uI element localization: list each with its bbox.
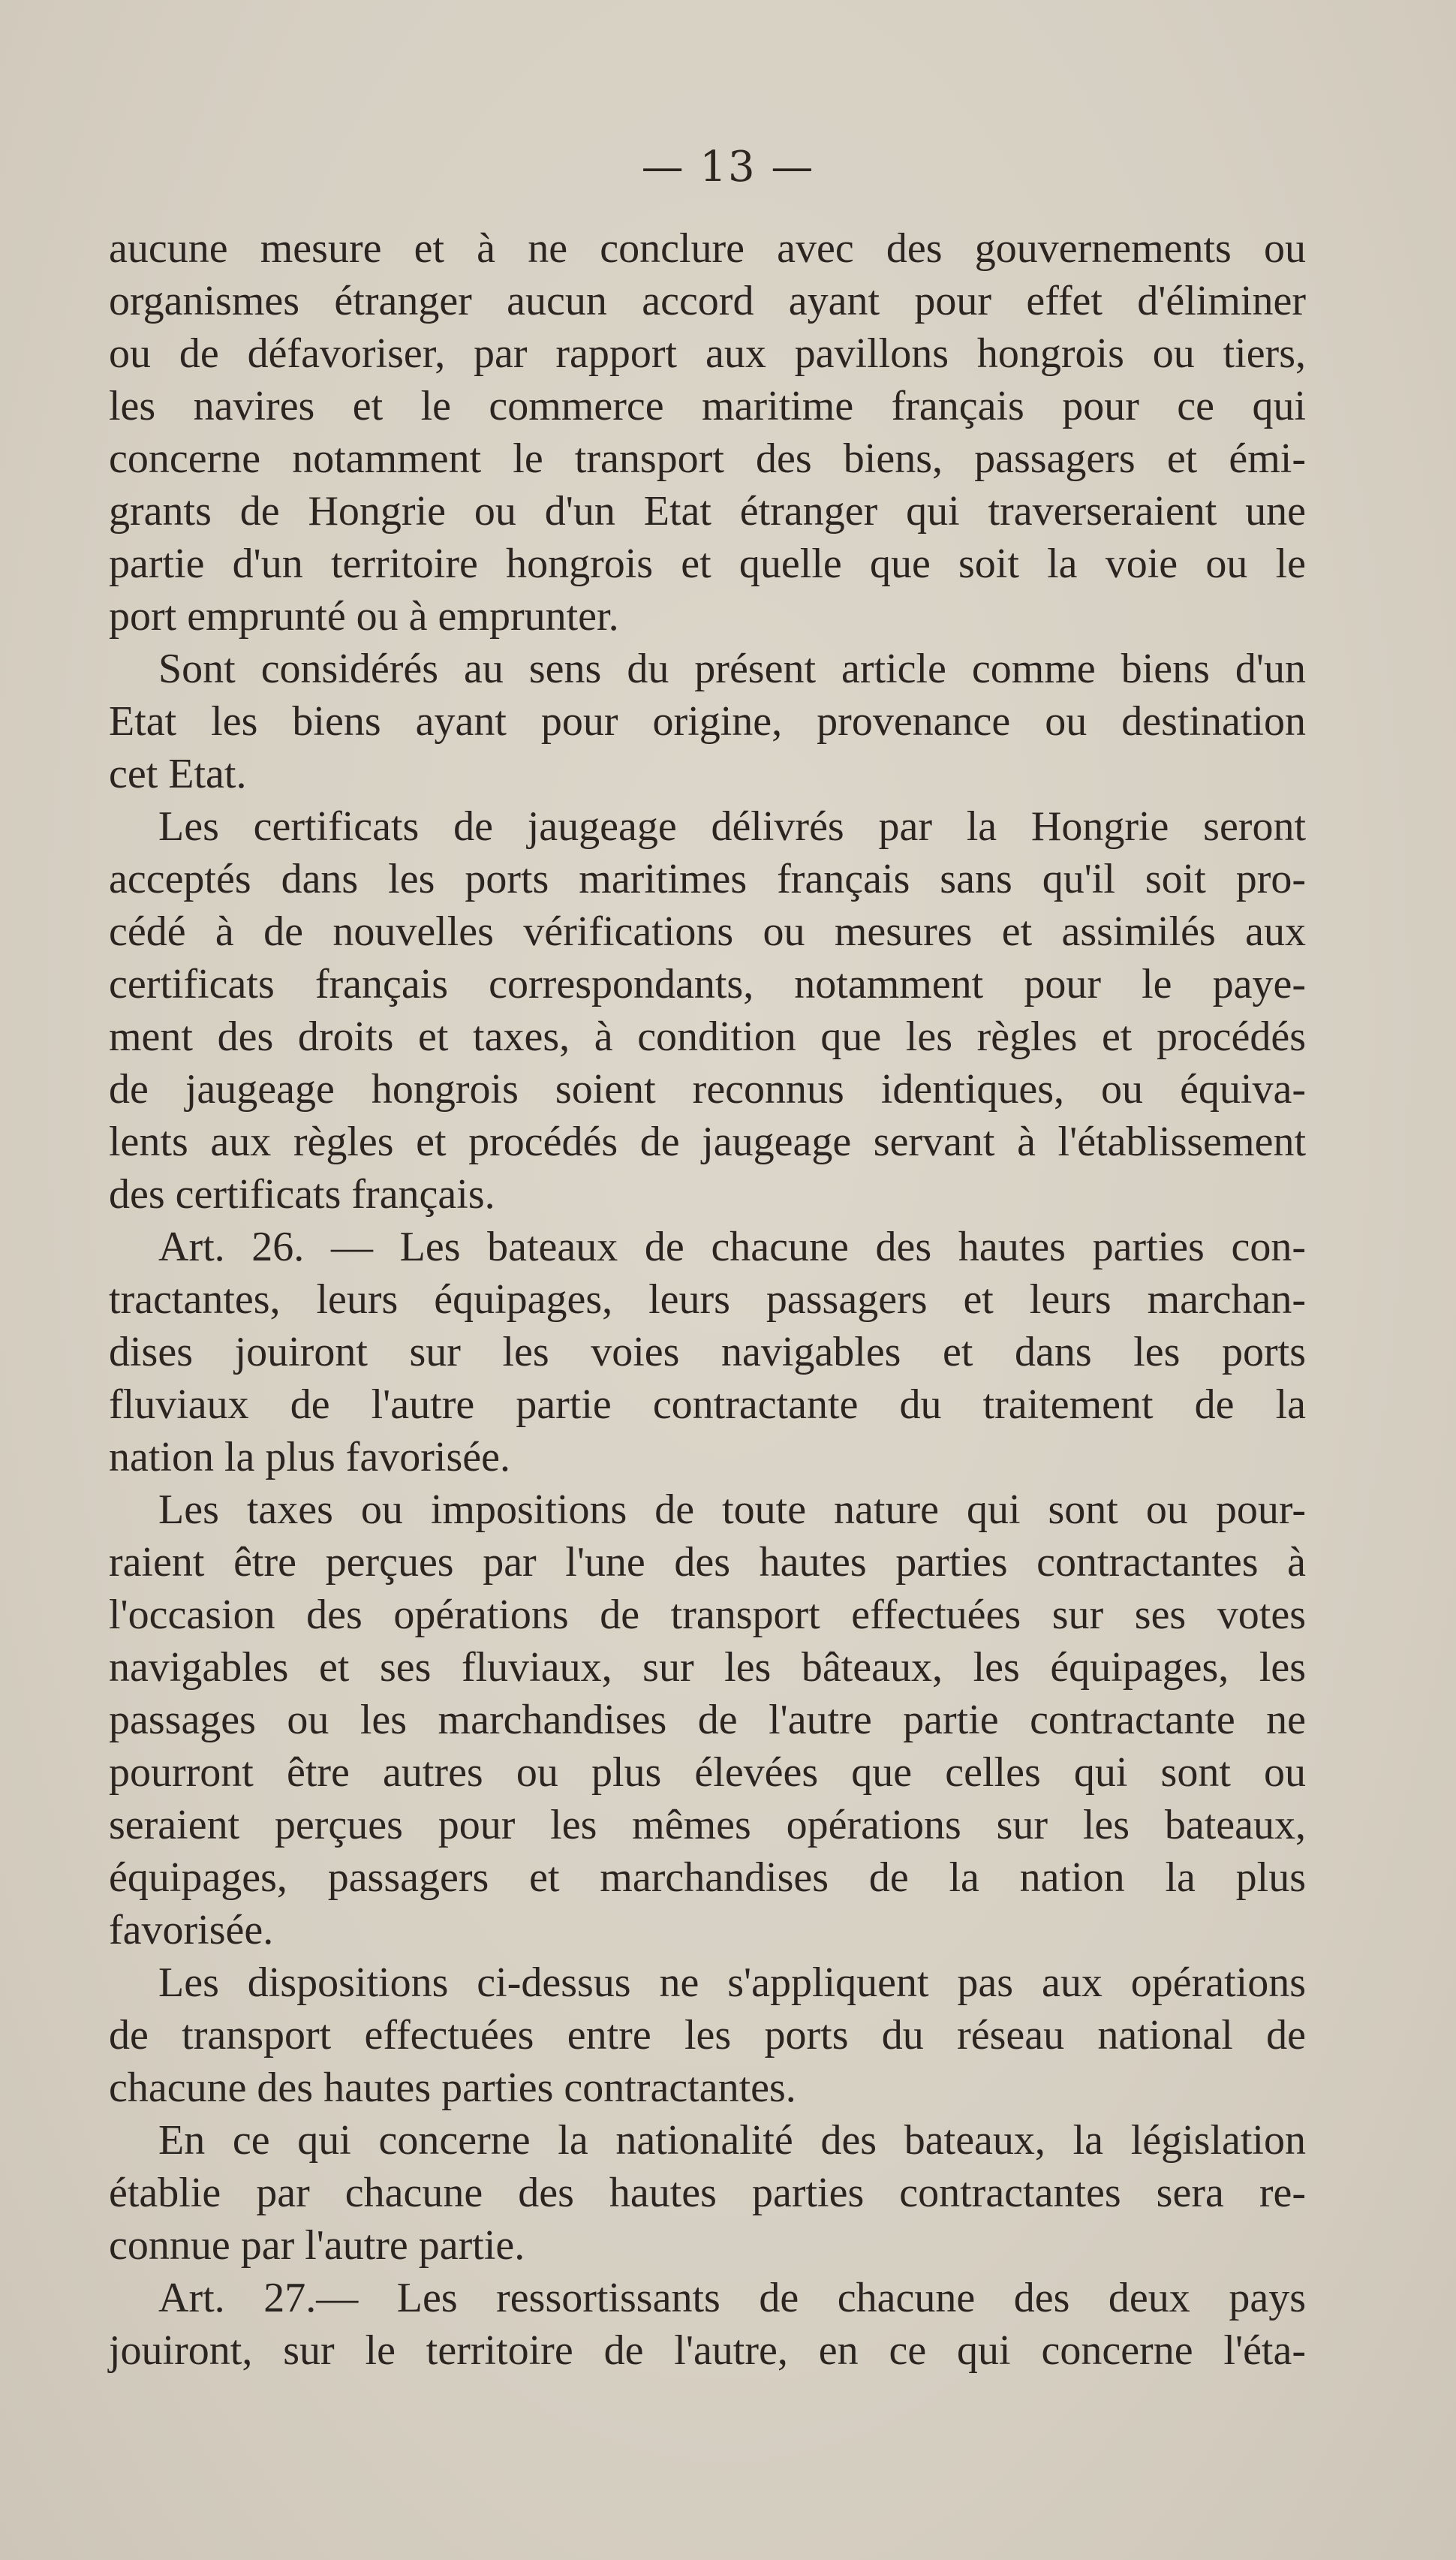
text-line: les navires et le commerce maritime français pour ce qui bbox=[109, 383, 1306, 429]
text-line: cédé à de nouvelles vérifications ou mesures et assimilés aux bbox=[109, 908, 1306, 955]
text-line: acceptés dans les ports maritimes français sans qu'il soit pro- bbox=[109, 856, 1306, 902]
text-line: En ce qui concerne la nationalité des bateaux, la législation bbox=[158, 2117, 1306, 2164]
text-line: dises jouiront sur les voies navigables et dans les ports bbox=[109, 1329, 1306, 1375]
text-line: chacune des hautes parties contractantes. bbox=[109, 2065, 796, 2111]
text-line: de jaugeage hongrois soient reconnus identiques, ou équiva- bbox=[109, 1066, 1306, 1113]
text-line: cet Etat. bbox=[109, 751, 247, 797]
page-number: — 13 — bbox=[641, 143, 815, 191]
text-line: lents aux règles et procédés de jaugeage servant à l'établissement bbox=[109, 1119, 1306, 1165]
text-line: port emprunté ou à emprunter. bbox=[109, 593, 619, 640]
text-line: Art. 26. — Les bateaux de chacune des hautes parties con- bbox=[158, 1224, 1306, 1270]
text-line: Les taxes ou impositions de toute nature qui sont ou pour- bbox=[158, 1486, 1306, 1533]
text-line: établie par chacune des hautes parties contractantes sera re- bbox=[109, 2170, 1306, 2216]
text-line: Les dispositions ci-dessus ne s'appliquent pas aux opérations bbox=[158, 1959, 1306, 2006]
text-line: aucune mesure et à ne conclure avec des gouvernements ou bbox=[109, 225, 1306, 272]
text-line: navigables et ses fluviaux, sur les bâteaux, les équipages, les bbox=[109, 1644, 1306, 1691]
text-line: tractantes, leurs équipages, leurs passagers et leurs marchan- bbox=[109, 1276, 1306, 1323]
text-line: favorisée. bbox=[109, 1907, 274, 1953]
text-line: passages ou les marchandises de l'autre partie contractante ne bbox=[109, 1697, 1306, 1743]
text-line: connue par l'autre partie. bbox=[109, 2222, 525, 2269]
text-line: de transport effectuées entre les ports du réseau national de bbox=[109, 2012, 1306, 2059]
text-line: ment des droits et taxes, à condition que les règles et procédés bbox=[109, 1013, 1306, 1060]
text-line: concerne notamment le transport des biens, passagers et émi- bbox=[109, 435, 1306, 482]
text-line: jouiront, sur le territoire de l'autre, en ce qui concerne l'éta- bbox=[109, 2327, 1306, 2374]
text-line: Les certificats de jaugeage délivrés par la Hongrie seront bbox=[158, 803, 1306, 850]
text-line: organismes étranger aucun accord ayant pour effet d'éliminer bbox=[109, 278, 1306, 324]
text-line: pourront être autres ou plus élevées que celles qui sont ou bbox=[109, 1749, 1306, 1796]
text-line: Art. 27.— Les ressortissants de chacune des deux pays bbox=[158, 2275, 1306, 2321]
text-line: équipages, passagers et marchandises de la nation la plus bbox=[109, 1854, 1306, 1901]
body-text bbox=[109, 222, 1306, 2377]
text-line: certificats français correspondants, notamment pour le paye- bbox=[109, 961, 1306, 1007]
text-line: fluviaux de l'autre partie contractante du traitement de la bbox=[109, 1381, 1306, 1428]
text-line: raient être perçues par l'une des hautes parties contractantes à bbox=[109, 1539, 1306, 1586]
text-line: Sont considérés au sens du présent article comme biens d'un bbox=[158, 646, 1306, 692]
text-line: nation la plus favorisée. bbox=[109, 1434, 510, 1480]
text-line: ou de défavoriser, par rapport aux pavillons hongrois ou tiers, bbox=[109, 330, 1306, 377]
text-line: seraient perçues pour les mêmes opérations sur les bateaux, bbox=[109, 1802, 1306, 1848]
text-line: grants de Hongrie ou d'un Etat étranger qui traverseraient une bbox=[109, 488, 1306, 535]
text-line: l'occasion des opérations de transport effectuées sur ses votes bbox=[109, 1592, 1306, 1638]
text-line: Etat les biens ayant pour origine, provenance ou destination bbox=[109, 698, 1306, 745]
text-line: des certificats français. bbox=[109, 1171, 495, 1218]
text-line: partie d'un territoire hongrois et quelle que soit la voie ou le bbox=[109, 541, 1306, 587]
